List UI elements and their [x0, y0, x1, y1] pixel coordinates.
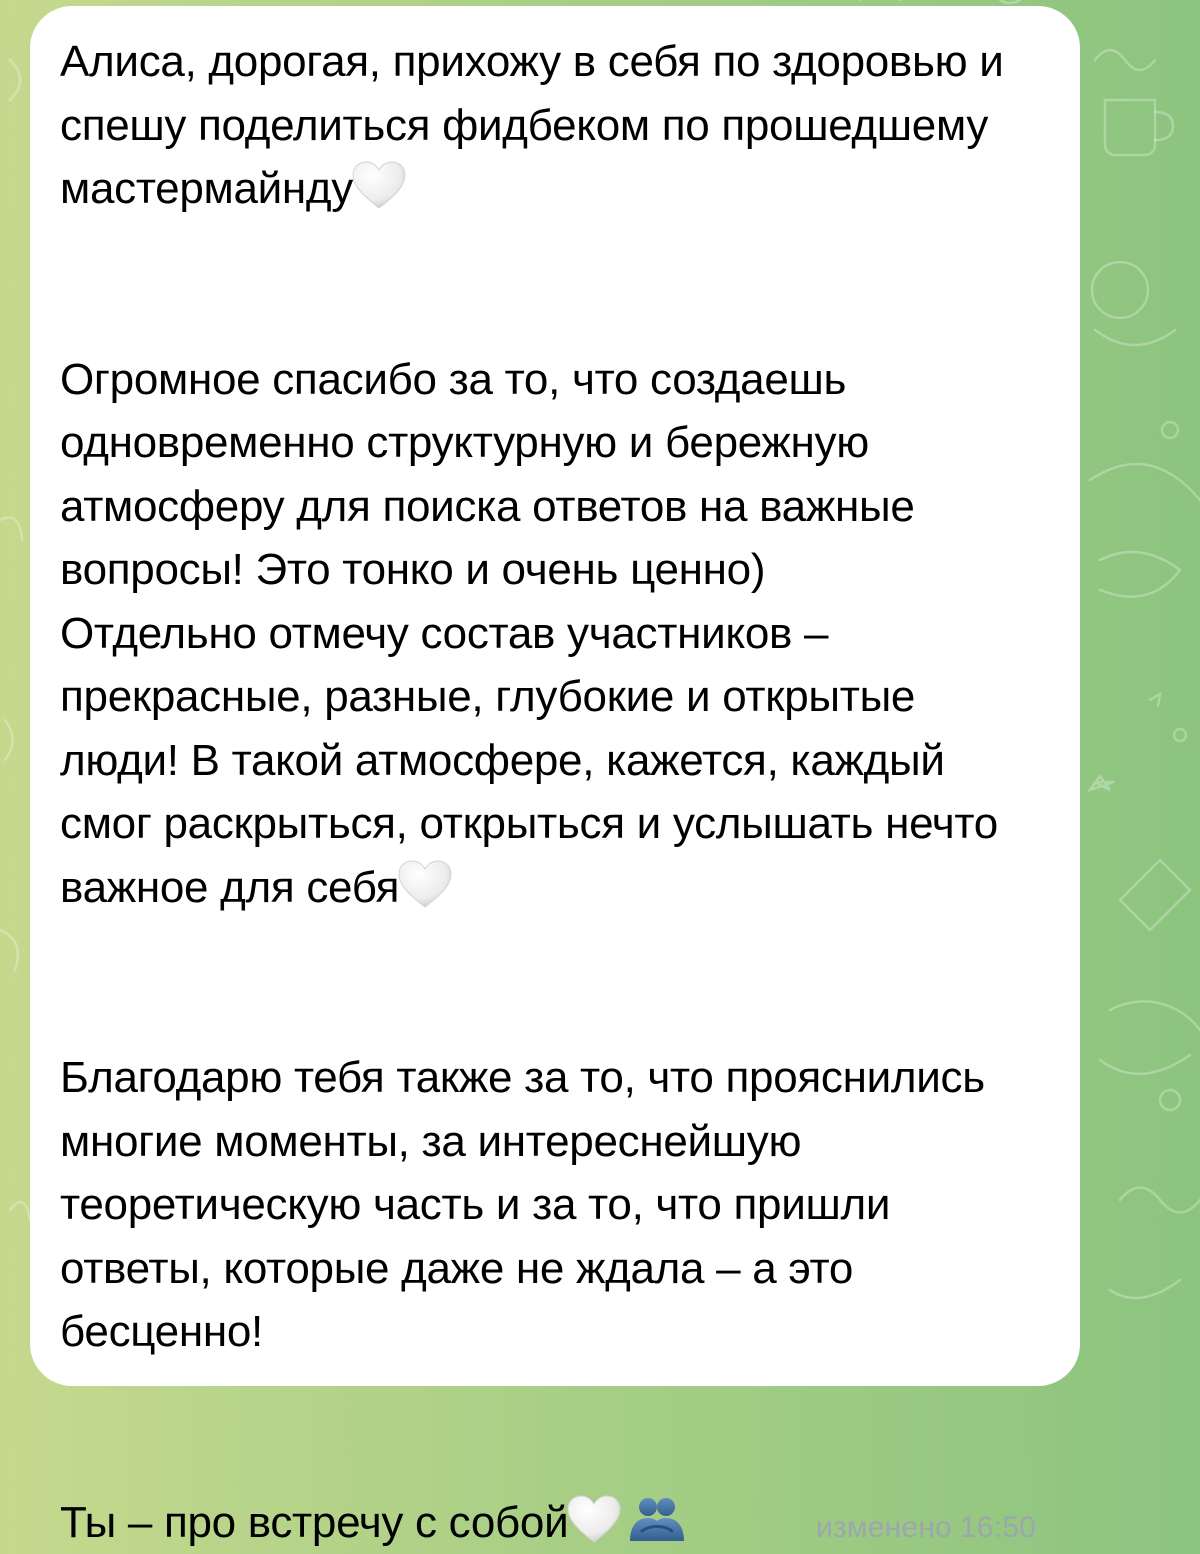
message-paragraph [60, 30, 1044, 221]
paragraph-text: Отдельно отмечу состав участников – прекрасные, разные, глубокие и открытые люди! В такой атмосфере, кажется, каждый смог раскрыться, открыться и услышать нечто важное для себя [60, 609, 998, 912]
paragraph-gap [60, 221, 1044, 348]
message-paragraph [60, 1046, 1044, 1364]
people-hugging-icon [626, 1495, 688, 1545]
white-heart-icon [397, 860, 453, 910]
edited-label: изменено [816, 1511, 952, 1544]
paragraph-gap [60, 1364, 1044, 1491]
white-heart-icon [566, 1495, 622, 1545]
paragraph-gap [60, 919, 1044, 1046]
message-paragraph [60, 602, 1044, 920]
paragraph-text: Огромное спасибо за то, что создаешь одновременно структурную и бережную атмосферу для поиска ответов на важные вопросы! Это тонко и очень ценно) [60, 355, 915, 595]
paragraph-text: Благодарю тебя также за то, что прояснились многие моменты, за интереснейшую теоретическую часть и за то, что пришли ответы, которые даже не ждала – а это бесценно! [60, 1053, 985, 1356]
white-heart-icon [351, 161, 407, 211]
message-time: 16:50 [960, 1511, 1036, 1544]
message-text [60, 30, 1044, 1554]
paragraph-text: Алиса, дорогая, прихожу в себя по здоровью и спешу поделиться фидбеком по прошедшему мастермайнду [60, 37, 1004, 213]
message-bubble[interactable] [30, 6, 1080, 1386]
message-meta [816, 1508, 1044, 1548]
message-last-line [60, 1491, 1044, 1554]
message-paragraph [60, 348, 1044, 602]
paragraph-text: Ты – про встречу с собой [60, 1498, 568, 1547]
